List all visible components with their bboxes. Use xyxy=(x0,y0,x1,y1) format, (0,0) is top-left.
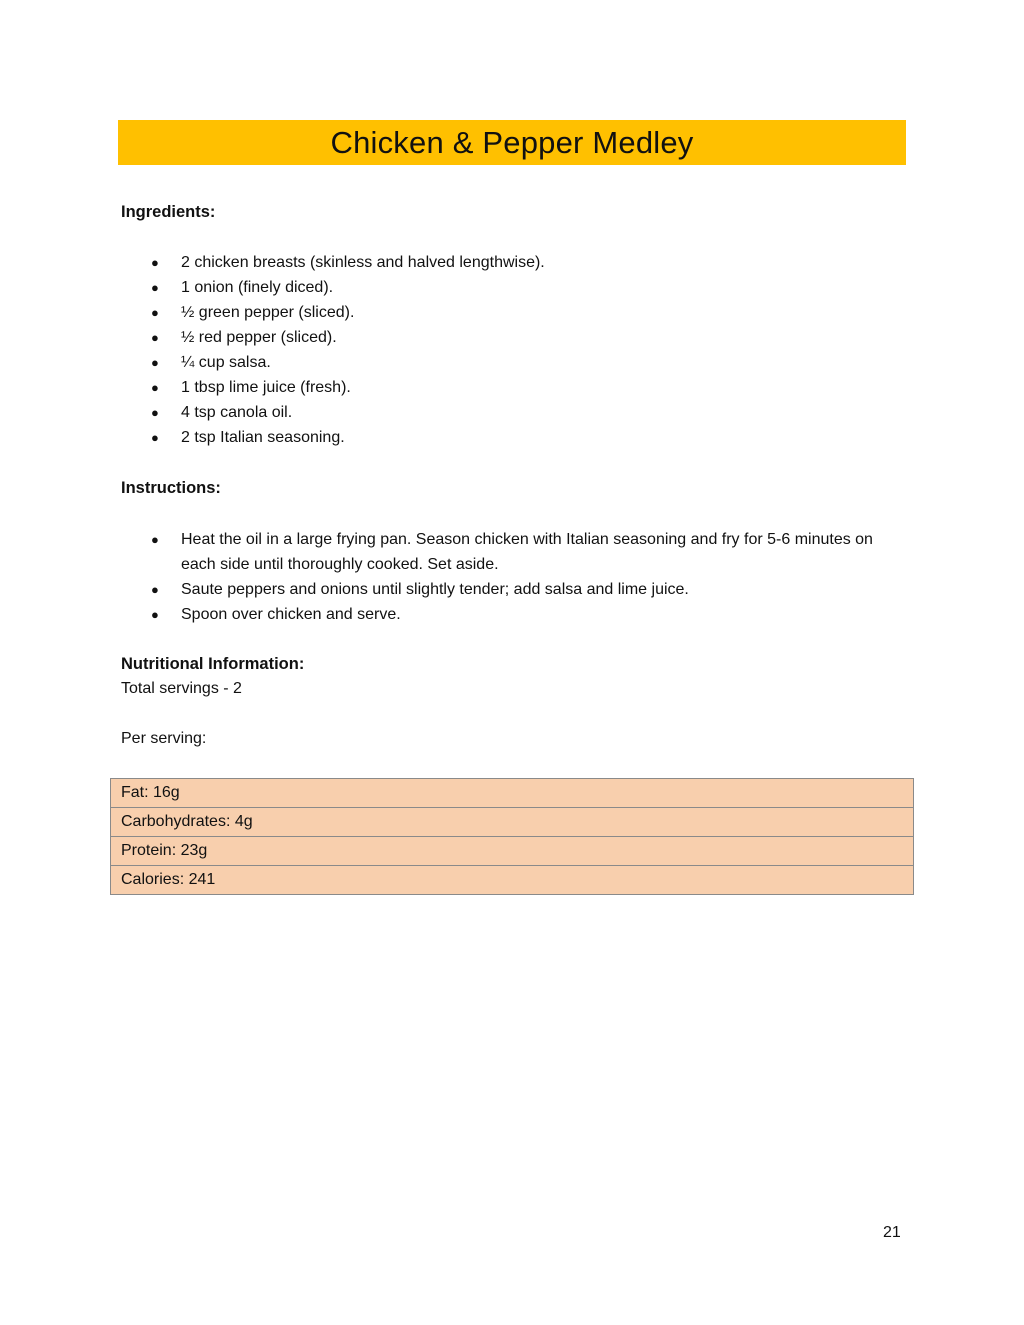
list-item xyxy=(0,375,545,400)
bullet-icon: ● xyxy=(151,582,159,597)
bullet-icon: ● xyxy=(151,380,159,395)
ingredient-text: 2 chicken breasts (skinless and halved lengthwise). xyxy=(181,254,545,271)
ingredients-list xyxy=(0,250,545,450)
nutrition-cell-protein: Protein: 23g xyxy=(111,837,914,866)
nutrition-cell-fat: Fat: 16g xyxy=(111,779,914,808)
ingredient-text: 1 tbsp lime juice (fresh). xyxy=(181,379,351,396)
list-item xyxy=(0,400,545,425)
bullet-icon: ● xyxy=(151,305,159,320)
table-row xyxy=(111,866,914,895)
page-number: 21 xyxy=(883,1224,901,1241)
list-item xyxy=(0,300,545,325)
ingredients-heading: Ingredients: xyxy=(121,203,216,221)
bullet-icon: ● xyxy=(151,607,159,622)
recipe-title: Chicken & Pepper Medley xyxy=(330,124,694,160)
nutrition-table xyxy=(110,778,914,895)
nutrition-cell-carbohydrates: Carbohydrates: 4g xyxy=(111,808,914,837)
ingredient-text: 4 tsp canola oil. xyxy=(181,404,293,421)
bullet-icon: ● xyxy=(151,330,159,345)
instructions-heading: Instructions: xyxy=(121,479,221,497)
table-row xyxy=(111,779,914,808)
table-row xyxy=(111,837,914,866)
list-item xyxy=(0,602,901,627)
bullet-icon: ● xyxy=(151,430,159,445)
nutrition-heading: Nutritional Information: xyxy=(121,655,305,673)
table-row xyxy=(111,808,914,837)
list-item xyxy=(0,325,545,350)
bullet-icon: ● xyxy=(151,355,159,370)
total-servings: Total servings - 2 xyxy=(121,680,242,697)
ingredient-text: 1 onion (finely diced). xyxy=(181,279,334,296)
ingredient-text: 2 tsp Italian seasoning. xyxy=(181,429,345,446)
list-item xyxy=(0,250,545,275)
bullet-icon: ● xyxy=(151,280,159,295)
list-item xyxy=(0,425,545,450)
instructions-list xyxy=(0,527,901,627)
ingredient-text: ¼ cup salsa. xyxy=(181,354,271,371)
list-item xyxy=(0,527,901,577)
per-serving-label: Per serving: xyxy=(121,730,207,747)
ingredient-text: ½ red pepper (sliced). xyxy=(181,329,337,346)
list-item xyxy=(0,577,901,602)
instruction-text: Heat the oil in a large frying pan. Season chicken with Italian seasoning and fry for 5-6 minutes on each side until thoroughly cooked. Set aside. xyxy=(181,531,873,573)
bullet-icon: ● xyxy=(151,532,159,547)
instruction-text: Saute peppers and onions until slightly tender; add salsa and lime juice. xyxy=(181,581,689,598)
ingredient-text: ½ green pepper (sliced). xyxy=(181,304,355,321)
bullet-icon: ● xyxy=(151,405,159,420)
list-item xyxy=(0,275,545,300)
instruction-text: Spoon over chicken and serve. xyxy=(181,606,401,623)
list-item xyxy=(0,350,545,375)
title-banner xyxy=(118,120,906,165)
nutrition-cell-calories: Calories: 241 xyxy=(111,866,914,895)
bullet-icon: ● xyxy=(151,255,159,270)
